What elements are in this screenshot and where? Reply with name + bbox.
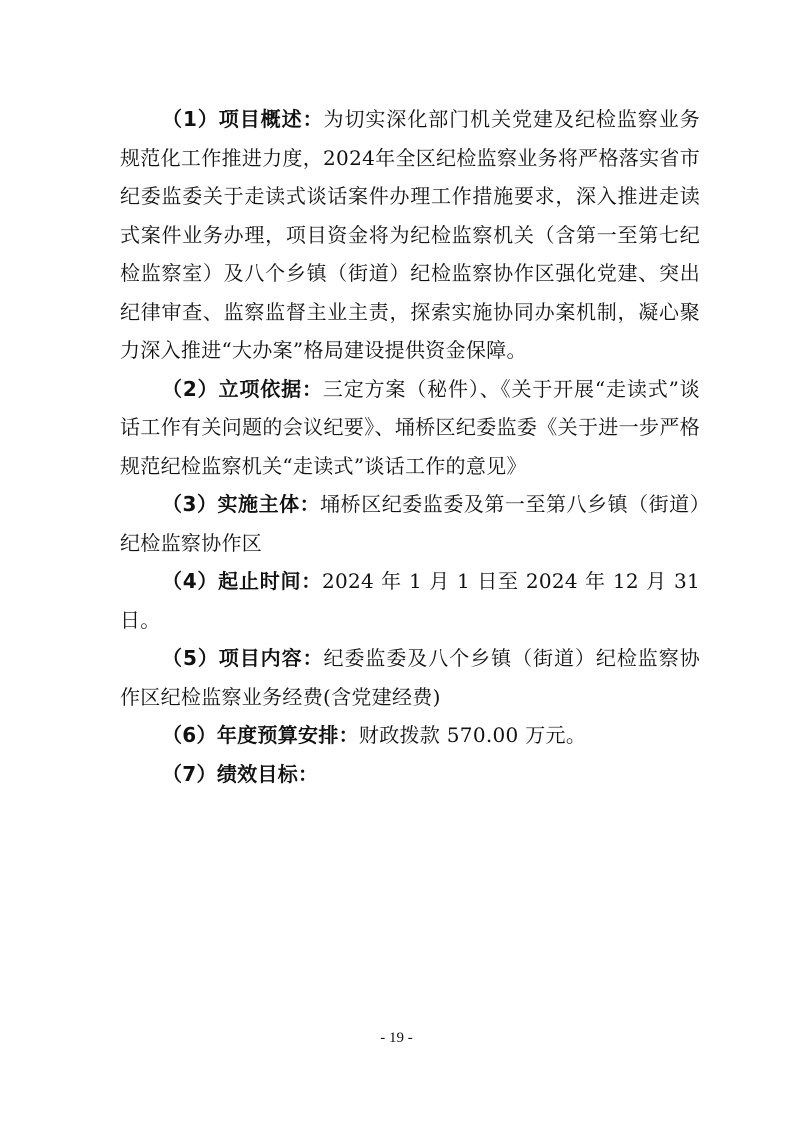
section-label: （6）年度预算安排： <box>162 723 359 747</box>
section-budget <box>120 716 700 755</box>
section-text: 为切实深化部门机关党建及纪检监察业务规范化工作推进力度，2024年全区纪检监察业务将严格落实省市纪委监委关于走读式谈话案件办理工作措施要求，深入推进走读式案件业务办理，项目资金将为纪检监察机关（含第一至第七纪检监察室）及八个乡镇（街道）纪检监察协作区强化党建、突出纪律审查、监察监督主业主责，探索实施协同办案机制，凝心聚力深入推进“大办案”格局建设提供资金保障。 <box>120 107 700 362</box>
section-basis <box>120 370 700 486</box>
document-body <box>120 100 700 793</box>
section-label: （1）项目概述： <box>162 107 324 131</box>
section-label: （7）绩效目标： <box>162 761 319 786</box>
section-implementer <box>120 485 700 562</box>
section-label: （2）立项依据： <box>162 376 323 401</box>
section-period <box>120 562 700 639</box>
section-text: 财政拨款 570.00 万元。 <box>358 723 587 747</box>
section-project-overview <box>120 100 700 370</box>
section-text: 2024 年 1 月 1 日至 2024 年 12 月 31 日。 <box>120 569 700 632</box>
section-text: 三定方案（秘件）、《关于开展“走读式”谈话工作有关问题的会议纪要》、埇桥区纪委监委《关于进一步严格规范纪检监察机关“走读式”谈话工作的意见》 <box>120 376 700 478</box>
section-label: （3）实施主体： <box>162 492 321 516</box>
page-number: - 19 - <box>380 1030 413 1046</box>
section-label: （4）起止时间： <box>162 569 322 593</box>
section-label: （5）项目内容： <box>162 646 324 670</box>
section-text: 埇桥区纪委监委及第一至第八乡镇（街道）纪检监察协作区 <box>120 492 700 555</box>
section-performance-goals <box>120 755 700 794</box>
section-content <box>120 639 700 716</box>
section-text: 纪委监委及八个乡镇（街道）纪检监察协作区纪检监察业务经费(含党建经费) <box>120 646 700 709</box>
